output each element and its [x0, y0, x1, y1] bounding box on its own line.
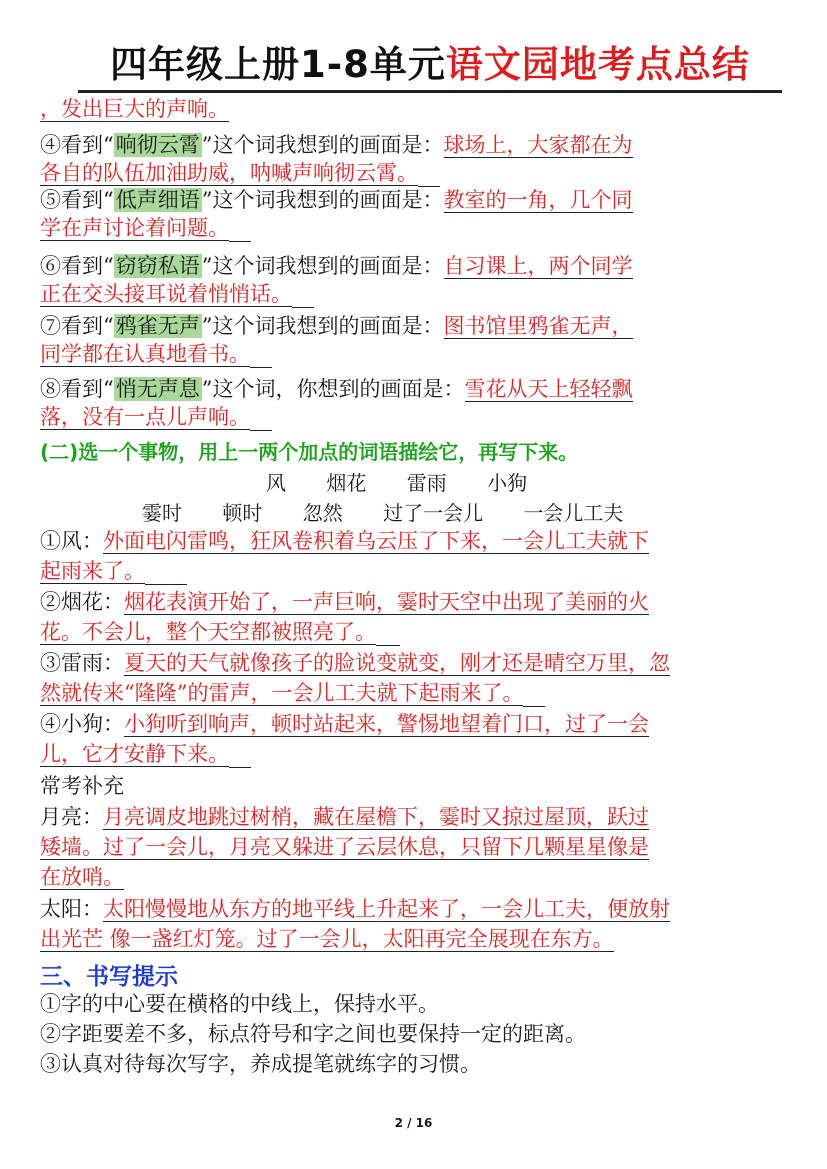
idiom-answer: 落，没有一点儿声响。	[40, 405, 250, 429]
section3-heading: 三、书写提示	[40, 964, 178, 990]
idiom-answer: 教室的一角，几个同	[443, 188, 633, 212]
idiom-number: ⑧	[40, 377, 61, 401]
answer-wind-line2	[40, 558, 788, 585]
thing-item: 小狗	[487, 471, 528, 495]
sun-line2	[40, 926, 788, 953]
moon-text: 矮墙。过了一会儿，月亮又躲进了云层休息，只留下几颗星星像是	[40, 835, 649, 859]
idiom-prefix: 看到“	[61, 314, 114, 338]
idiom-line2	[40, 404, 788, 431]
answer-label: ④小狗：	[40, 712, 124, 736]
word-item: 一会儿工夫	[523, 501, 624, 525]
idiom-line1	[40, 249, 788, 283]
moon-line2	[40, 834, 788, 861]
idiom-prefix: 看到“	[61, 188, 114, 212]
sun-label: 太阳：	[40, 897, 103, 921]
moon-line3	[40, 864, 788, 891]
answer-label: ①风：	[40, 529, 103, 553]
word-item: 顿时	[222, 501, 263, 525]
idiom-line2	[40, 341, 788, 368]
idiom-line1	[40, 128, 788, 162]
answer-firework-line2	[40, 619, 788, 646]
idiom-answer: 同学都在认真地看书。	[40, 342, 250, 366]
idiom-question: ”这个词我想到的画面是：	[201, 314, 444, 338]
answer-rain-line2	[40, 680, 788, 707]
idiom-answer: 学在声讨论着问题。	[40, 216, 229, 240]
idiom-prefix: 看到“	[61, 254, 114, 278]
continuation-text: ，发出巨大的声响。	[40, 97, 229, 121]
answer-dog-line2	[40, 741, 788, 768]
moon-text: 月亮调皮地跳过树梢，藏在屋檐下，霎时又掠过屋顶，跃过	[103, 805, 649, 829]
moon-label: 月亮：	[40, 805, 103, 829]
idiom-question: ”这个词我想到的画面是：	[201, 188, 444, 212]
idiom-number: ⑦	[40, 314, 61, 338]
continuation-line	[40, 96, 788, 123]
idiom-number: ⑥	[40, 254, 61, 278]
tip-item: ③认真对待每次写字，养成提笔就练字的习惯。	[40, 1052, 481, 1076]
page-title	[78, 40, 782, 93]
idiom-answer: 各自的队伍加油助威，呐喊声响彻云霄。	[40, 161, 418, 185]
word-item: 过了一会儿	[383, 501, 484, 525]
idiom-word: 响彻云霄	[115, 133, 200, 157]
answer-text: 烟花表演开始了，一声巨响，霎时天空中出现了美丽的火	[124, 590, 649, 614]
things-list	[266, 467, 561, 496]
tip-item: ①字的中心要在横格的中线上，保持水平。	[40, 992, 439, 1016]
thing-item: 烟花	[326, 471, 367, 495]
answer-text: 起雨来了。	[40, 559, 145, 583]
answer-text: 外面电闪雷鸣，狂风卷积着乌云压了下来，一会儿工夫就下	[103, 529, 649, 553]
thing-item: 雷雨	[406, 471, 447, 495]
idiom-answer: 自习课上，两个同学	[443, 254, 633, 278]
idiom-word: 悄无声息	[115, 377, 200, 401]
answer-dog-line1	[40, 711, 788, 738]
answer-text: 花。不会儿，整个天空都被照亮了。	[40, 620, 376, 644]
supplement-label	[40, 773, 788, 800]
sun-text: 太阳慢慢地从东方的地平线上升起来了，一会儿工夫，便放射	[103, 897, 670, 921]
page-number: 2 / 16	[394, 1116, 433, 1130]
title-part-black: 四年级上册1-8单元	[110, 43, 446, 86]
idiom-number: ⑤	[40, 188, 61, 212]
idiom-line1	[40, 372, 788, 406]
moon-text: 在放哨。	[40, 865, 124, 889]
thing-item: 风	[266, 471, 286, 495]
idiom-line1	[40, 183, 788, 217]
idiom-answer: 球场上，大家都在为	[443, 133, 633, 157]
answer-firework-line1	[40, 589, 788, 616]
answer-label: ③雷雨：	[40, 651, 124, 675]
idiom-answer: 正在交头接耳说着悄悄话。	[40, 282, 292, 306]
idiom-word: 鸦雀无声	[115, 314, 200, 338]
word-list	[142, 497, 657, 526]
supplement-text: 常考补充	[40, 774, 124, 798]
tip-item: ②字距要差不多，标点符号和字之间也要保持一定的距离。	[40, 1022, 586, 1046]
answer-text: 儿，它才安静下来。	[40, 742, 229, 766]
idiom-prefix: 看到“	[61, 377, 114, 401]
idiom-question: ”这个词我想到的画面是：	[201, 254, 444, 278]
idiom-line2	[40, 281, 788, 308]
idiom-question: ”这个词我想到的画面是：	[201, 133, 444, 157]
answer-wind-line1	[40, 528, 788, 555]
title-part-red: 语文园地考点总结	[445, 43, 750, 86]
idiom-word: 窃窃私语	[115, 254, 200, 278]
word-item: 霎时	[142, 501, 182, 525]
answer-text: 夏天的天气就像孩子的脸说变就变，刚才还是晴空万里，忽	[124, 651, 670, 675]
sun-line1	[40, 896, 788, 923]
answer-rain-line1	[40, 650, 788, 677]
idiom-number: ④	[40, 133, 61, 157]
idiom-line2	[40, 215, 788, 242]
answer-text: 小狗听到响声，顿时站起来，警惕地望着门口，过了一会	[124, 712, 649, 736]
word-item: 忽然	[302, 501, 343, 525]
answer-text: 然就传来“隆隆”的雷声，一会儿工夫就下起雨来了。	[40, 681, 524, 705]
idiom-question: ”这个词，你想到的画面是：	[201, 377, 465, 401]
moon-line1	[40, 804, 788, 831]
idiom-line1	[40, 309, 788, 343]
idiom-answer: 雪花从天上轻轻飘	[464, 377, 633, 401]
answer-label: ②烟花：	[40, 590, 124, 614]
sun-text: 出光芒 像一盏红灯笼。过了一会儿，太阳再完全展现在东方。	[40, 927, 614, 951]
idiom-answer: 图书馆里鸦雀无声，	[443, 314, 633, 338]
idiom-word: 低声细语	[115, 188, 200, 212]
section2-heading: (二)选一个事物，用上一两个加点的词语描绘它，再写下来。	[40, 440, 579, 464]
idiom-prefix: 看到“	[61, 133, 114, 157]
